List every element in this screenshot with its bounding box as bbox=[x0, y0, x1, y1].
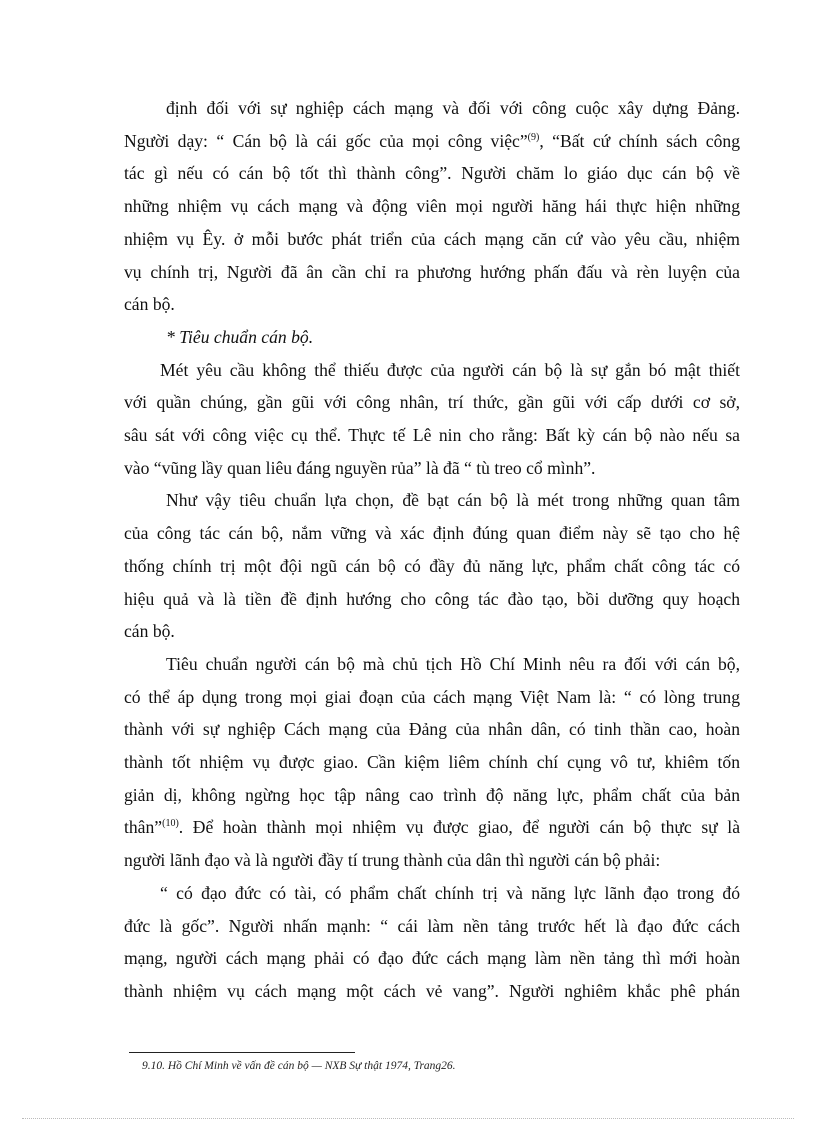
footnote-ref-10: (10) bbox=[162, 818, 179, 830]
p5-line-4: thành nhiệm vụ cách mạng một cách vẻ vang”. Người nghiêm khắc phê phán bbox=[124, 980, 740, 1001]
p2-line-1: Mét yêu cầu không thể thiếu được của người cán bộ là sự gắn bó mật thiết bbox=[160, 359, 740, 380]
p1-line-7: cán bộ. bbox=[124, 294, 175, 315]
p2-line-2: với quần chúng, gần gũi với công nhân, trí thức, gần gũi với cấp dưới cơ sở, bbox=[124, 392, 740, 413]
p2-line-4: vào “vũng lầy quan liêu đáng nguyền rủa” là đã “ tù treo cổ mình”. bbox=[124, 457, 596, 478]
p4-line-6-tail: . Để hoàn thành mọi nhiệm vụ được giao, để người cán bộ thực sự là bbox=[178, 817, 740, 838]
p1-line-1: định đối với sự nghiệp cách mạng và đối với công cuộc xây dựng Đảng. bbox=[166, 98, 740, 118]
p1-line-2 bbox=[124, 125, 740, 158]
p4-line-1: Tiêu chuẩn người cán bộ mà chủ tịch Hồ Chí Minh nêu ra đối với cán bộ, bbox=[166, 653, 740, 674]
p4-line-4: thành tốt nhiệm vụ được giao. Cần kiệm liêm chính chí cụng vô tư, khiêm tốn bbox=[124, 752, 740, 773]
p5-line-2: đức là gốc”. Người nhấn mạnh: “ cái làm nền tảng trước hết là đạo đức cách bbox=[124, 915, 740, 936]
p5-line-3: mạng, người cách mạng phải có đạo đức cách mạng làm nền tảng thì mới hoàn bbox=[124, 948, 740, 969]
p2-line-3: sâu sát với công việc cụ thể. Thực tế Lê nin cho rằng: Bất kỳ cán bộ nào nếu sa bbox=[124, 425, 740, 446]
p3-line-2: của công tác cán bộ, nắm vững và xác định đúng quan điểm này sẽ tạo cho hệ bbox=[124, 523, 740, 544]
p4-line-6 bbox=[124, 811, 740, 844]
p4-line-7: người lãnh đạo và là người đầy tí trung thành của dân thì người cán bộ phải: bbox=[124, 850, 661, 871]
footnote-ref-9: (9) bbox=[527, 131, 540, 143]
footnote: 9.10. Hồ Chí Minh về vấn đề cán bộ — NXB Sự thật 1974, Trang26. bbox=[142, 1060, 456, 1072]
p3-line-3: thống chính trị một đội ngũ cán bộ có đầy đủ năng lực, phẩm chất công tác có bbox=[124, 555, 740, 576]
p3-line-1: Như vậy tiêu chuẩn lựa chọn, đề bạt cán bộ là mét trong những quan tâm bbox=[166, 490, 740, 511]
p1-line-4: những nhiệm vụ cách mạng và động viên mọi người hăng hái thực hiện những bbox=[124, 196, 740, 217]
footnote-divider bbox=[129, 1052, 355, 1053]
p1-line-2-text: Người dạy: “ Cán bộ là cái gốc của mọi công việc” bbox=[124, 130, 528, 151]
p1-line-5: nhiệm vụ Êy. ở mỗi bước phát triển của cách mạng căn cứ vào yêu cầu, nhiệm bbox=[124, 228, 740, 249]
p1-line-2-tail: , “Bất cứ chính sách công bbox=[539, 130, 740, 151]
p1-line-3: tác gì nếu có cán bộ tốt thì thành công”. Người chăm lo giáo dục cán bộ về bbox=[124, 163, 740, 184]
p4-line-6-text: thân” bbox=[124, 817, 163, 838]
p4-line-2: có thể áp dụng trong mọi giai đoạn của cách mạng Việt Nam là: “ có lòng trung bbox=[124, 686, 740, 707]
p5-line-1: “ có đạo đức có tài, có phẩm chất chính trị và năng lực lãnh đạo trong đó bbox=[160, 882, 740, 903]
p4-line-3: thành với sự nghiệp Cách mạng của Đảng của nhân dân, có tinh thần cao, hoàn bbox=[124, 719, 740, 740]
section-heading: * Tiêu chuẩn cán bộ. bbox=[166, 326, 314, 347]
p1-line-6: vụ chính trị, Người đã ân cần chỉ ra phương hướng phấn đấu và rèn luyện của bbox=[124, 261, 740, 282]
body-text bbox=[124, 92, 740, 1008]
p4-line-5: giản dị, không ngừng học tập nâng cao trình độ năng lực, phẩm chất của bản bbox=[124, 784, 740, 805]
p3-line-4: hiệu quả và là tiền đề định hướng cho công tác đào tạo, bồi dưỡng quy hoạch bbox=[124, 588, 740, 609]
page-bottom-border bbox=[22, 1118, 794, 1119]
p3-line-5: cán bộ. bbox=[124, 621, 175, 642]
